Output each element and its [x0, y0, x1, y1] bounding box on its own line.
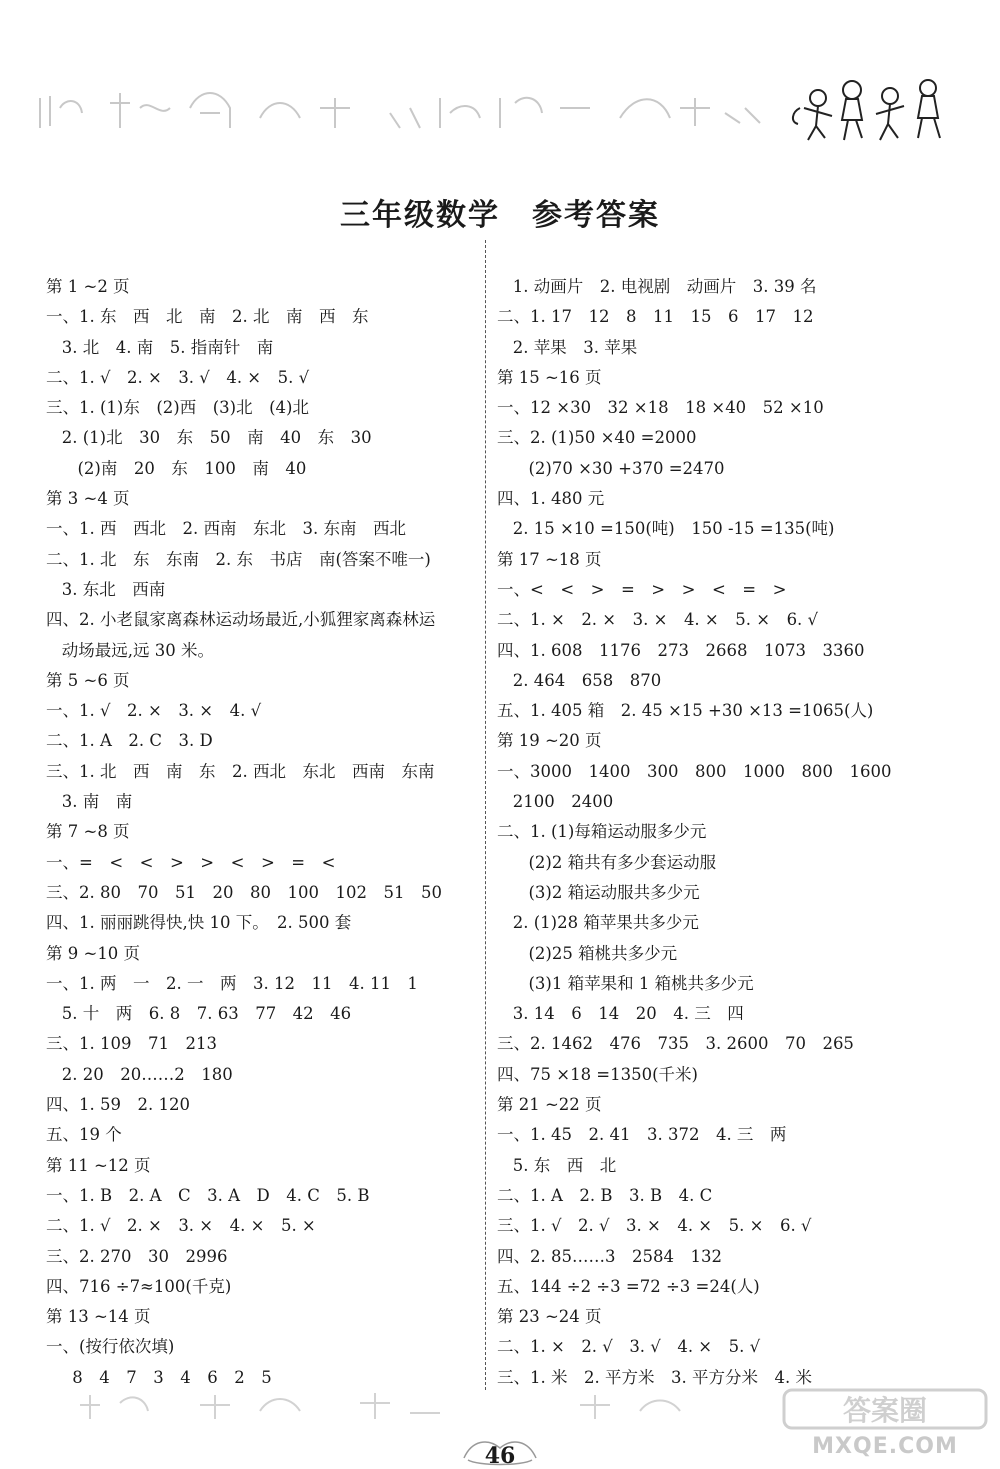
- left-answer-line: 三、1. 北 西 南 东 2. 西北 东北 西南 东南: [46, 761, 435, 781]
- left-answer-line: 第 5 ~6 页: [46, 670, 130, 690]
- left-answer-line: 第 1 ~2 页: [46, 277, 130, 296]
- page-number: 46: [484, 1443, 516, 1469]
- right-answer-line: 2. 15 ×10 =150(吨) 150 -15 =135(吨): [497, 519, 835, 539]
- right-answer-line: 2100 2400: [497, 792, 614, 812]
- right-answer-line: 一、12 ×30 32 ×18 18 ×40 52 ×10: [497, 398, 824, 418]
- left-answer-line: 一、(按行依次填): [46, 1337, 175, 1357]
- left-answer-line: 三、1. 109 71 213: [46, 1034, 217, 1054]
- right-answer-line: 三、2. 1462 476 735 3. 2600 70 265: [497, 1034, 854, 1054]
- left-answer-line: 一、1. √ 2. × 3. × 4. √: [46, 701, 262, 721]
- right-answer-line: 三、1. √ 2. √ 3. × 4. × 5. × 6. √: [497, 1216, 812, 1236]
- children-figures: [793, 80, 940, 140]
- left-answer-line: 三、1. (1)东 (2)西 (3)北 (4)北: [46, 398, 309, 418]
- right-answer-line: 第 17 ~18 页: [497, 549, 602, 569]
- right-answer-line: 5. 东 西 北: [497, 1155, 617, 1175]
- right-answer-line: 四、1. 480 元: [497, 489, 605, 509]
- left-answer-line: 5. 十 两 6. 8 7. 63 77 42 46: [46, 1004, 352, 1024]
- right-answer-line: 五、1. 405 箱 2. 45 ×15 +30 ×13 =1065(人): [497, 701, 874, 721]
- right-answer-line: 2. 464 658 870: [497, 670, 662, 690]
- right-answer-line: 四、1. 608 1176 273 2668 1073 3360: [497, 640, 865, 660]
- right-answer-line: 一、< < > = > > < = >: [497, 579, 787, 599]
- page-title: 三年级数学 参考答案: [340, 198, 660, 233]
- left-answer-line: 一、1. 两 一 2. 一 两 3. 12 11 4. 11 1: [46, 973, 418, 993]
- left-answer-line: (2)南 20 东 100 南 40: [46, 458, 307, 478]
- left-answer-line: 第 11 ~12 页: [46, 1155, 151, 1175]
- watermark-logo-text: 答案圈: [842, 1394, 928, 1427]
- left-answer-line: 四、1. 丽丽跳得快,快 10 下。 2. 500 套: [46, 913, 352, 933]
- right-answer-line: (2)70 ×30 +370 =2470: [497, 458, 725, 478]
- left-answer-line: 五、19 个: [46, 1125, 122, 1145]
- left-answer-line: 3. 东北 西南: [46, 579, 166, 599]
- watermark-logo: [780, 1386, 990, 1432]
- left-column: [46, 272, 476, 1393]
- faded-figures: [40, 93, 760, 128]
- left-answer-line: 8 4 7 3 4 6 2 5: [46, 1367, 272, 1387]
- right-answer-line: (3)1 箱苹果和 1 箱桃共多少元: [497, 973, 754, 993]
- right-answer-line: 二、1. A 2. B 3. B 4. C: [497, 1185, 713, 1205]
- right-answer-line: 第 19 ~20 页: [497, 731, 602, 751]
- right-answer-line: 三、1. 米 2. 平方米 3. 平方分米 4. 米: [497, 1367, 812, 1387]
- right-answer-line: 二、1. × 2. √ 3. √ 4. × 5. √: [497, 1337, 761, 1357]
- right-column: [497, 272, 967, 1393]
- left-answer-line: 一、1. 西 西北 2. 西南 东北 3. 东南 西北: [46, 519, 406, 539]
- right-answer-line: 二、1. (1)每箱运动服多少元: [497, 822, 707, 842]
- right-answer-line: 二、1. 17 12 8 11 15 6 17 12: [497, 307, 814, 327]
- left-answer-line: 3. 南 南: [46, 792, 133, 812]
- right-answer-line: 二、1. × 2. × 3. × 4. × 5. × 6. √: [497, 610, 819, 630]
- left-answer-line: 2. 20 20……2 180: [46, 1064, 233, 1084]
- right-answer-line: 第 21 ~22 页: [497, 1095, 602, 1115]
- left-answer-line: 四、1. 59 2. 120: [46, 1095, 190, 1115]
- left-answer-line: 二、1. √ 2. × 3. √ 4. × 5. √: [46, 367, 310, 387]
- left-answer-line: 第 3 ~4 页: [46, 489, 130, 509]
- right-answer-line: 五、144 ÷2 ÷3 =72 ÷3 =24(人): [497, 1276, 760, 1296]
- left-answer-line: 第 7 ~8 页: [46, 822, 130, 842]
- footer-decoration: [60, 1385, 760, 1425]
- right-answer-line: (3)2 箱运动服共多少元: [497, 882, 700, 902]
- right-answer-line: 三、2. (1)50 ×40 =2000: [497, 428, 697, 448]
- right-answer-line: 一、3000 1400 300 800 1000 800 1600: [497, 761, 892, 781]
- right-answer-line: 四、75 ×18 =1350(千米): [497, 1064, 698, 1084]
- left-answer-line: 第 13 ~14 页: [46, 1307, 151, 1327]
- right-answer-line: (2)25 箱桃共多少元: [497, 943, 678, 963]
- right-answer-line: 2. 苹果 3. 苹果: [497, 337, 638, 357]
- left-answer-line: 动场最远,远 30 米。: [46, 640, 214, 660]
- left-answer-line: 四、716 ÷7≈100(千克): [46, 1276, 232, 1296]
- right-answer-line: 第 15 ~16 页: [497, 367, 602, 387]
- right-answer-line: 第 23 ~24 页: [497, 1307, 602, 1327]
- column-divider: [485, 240, 486, 1390]
- left-answer-line: 第 9 ~10 页: [46, 943, 141, 963]
- right-answer-line: 四、2. 85……3 2584 132: [497, 1246, 722, 1266]
- left-answer-line: 三、2. 80 70 51 20 80 100 102 51 50: [46, 882, 442, 902]
- right-answer-line: 3. 14 6 14 20 4. 三 四: [497, 1004, 744, 1024]
- left-answer-line: 二、1. √ 2. × 3. × 4. × 5. ×: [46, 1216, 316, 1236]
- left-answer-line: 二、1. 北 东 东南 2. 东 书店 南(答案不唯一): [46, 549, 431, 569]
- left-answer-line: 二、1. A 2. C 3. D: [46, 731, 213, 751]
- watermark-url: MXQE.COM: [812, 1434, 958, 1459]
- left-answer-line: 一、1. B 2. A C 3. A D 4. C 5. B: [46, 1185, 370, 1205]
- right-answer-line: 2. (1)28 箱苹果共多少元: [497, 913, 699, 933]
- left-answer-line: 三、2. 270 30 2996: [46, 1246, 228, 1266]
- right-answer-line: 1. 动画片 2. 电视剧 动画片 3. 39 名: [497, 277, 817, 296]
- left-answer-line: 四、2. 小老鼠家离森林运动场最近,小狐狸家离森林运: [46, 610, 436, 630]
- left-answer-line: 一、1. 东 西 北 南 2. 北 南 西 东: [46, 307, 369, 327]
- left-answer-line: 3. 北 4. 南 5. 指南针 南: [46, 337, 274, 357]
- right-answer-line: (2)2 箱共有多少套运动服: [497, 852, 717, 872]
- left-answer-line: 2. (1)北 30 东 50 南 40 东 30: [46, 428, 372, 448]
- header-decoration: [20, 68, 980, 148]
- left-answer-line: 一、= < < > > < > = <: [46, 852, 336, 872]
- right-answer-line: 一、1. 45 2. 41 3. 372 4. 三 两: [497, 1125, 787, 1145]
